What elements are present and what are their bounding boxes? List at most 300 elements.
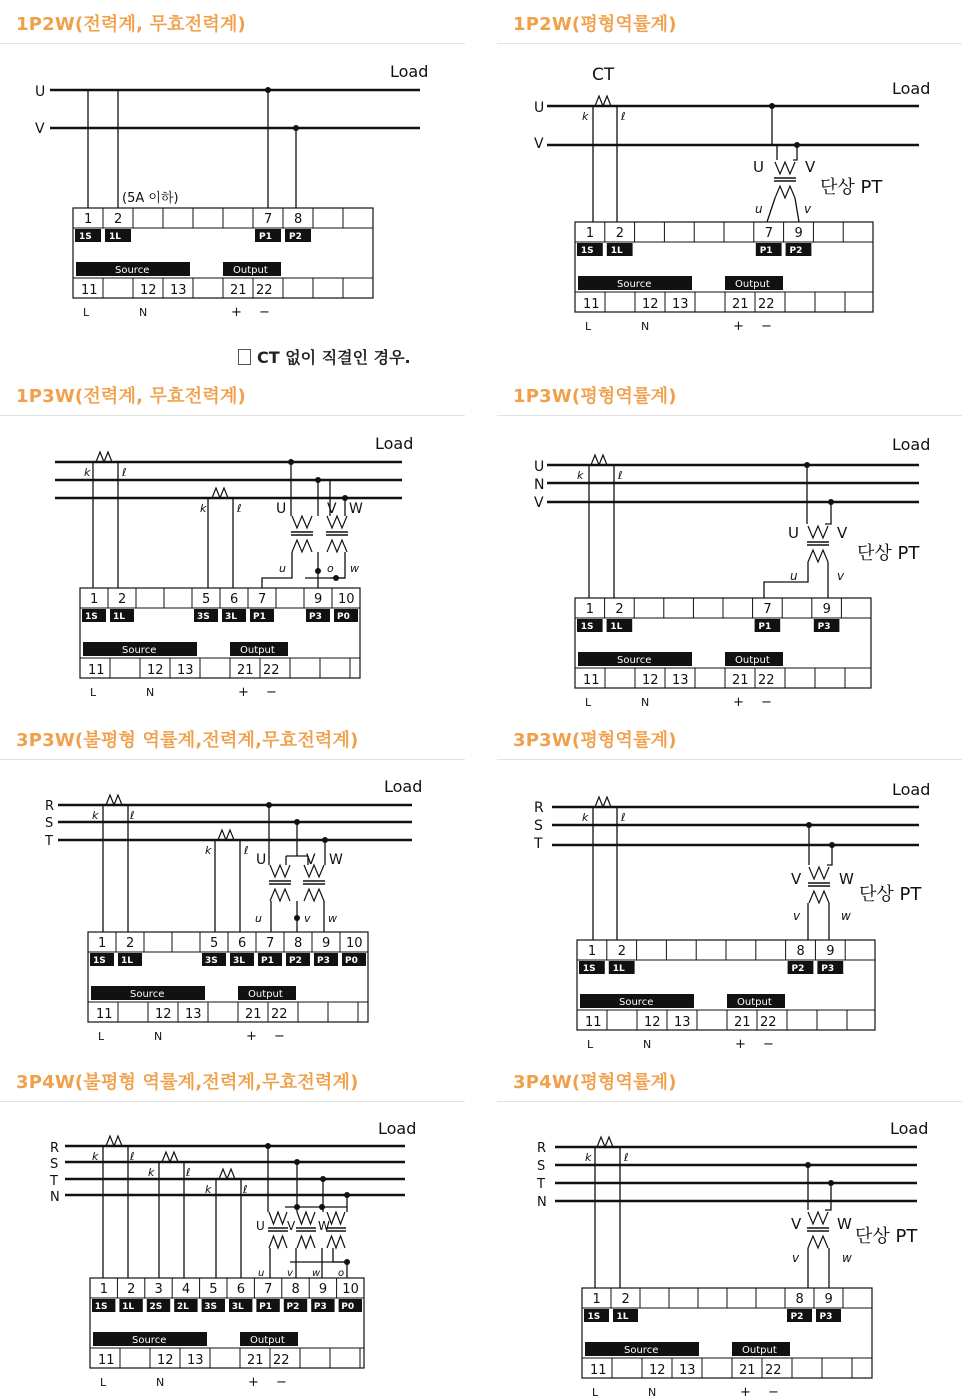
terminal-number: 7: [264, 212, 273, 227]
wire: [825, 1183, 831, 1210]
pt-secondary: [327, 540, 347, 552]
pt-terminal: v: [804, 202, 812, 216]
bottom-label: N: [641, 320, 650, 333]
wire: [767, 198, 775, 222]
wire: [772, 106, 777, 160]
ct-l-label: ℓ: [621, 811, 626, 824]
line-label: S: [45, 816, 54, 831]
bottom-terminal: 11: [583, 297, 600, 312]
load-label: Load: [892, 780, 931, 799]
line-label: T: [50, 1174, 58, 1189]
load-label: Load: [390, 62, 429, 81]
pt-terminal: w: [842, 1251, 852, 1265]
bottom-terminal: 13: [170, 283, 187, 298]
terminal-tag-label: 3S: [204, 1302, 218, 1312]
terminal-number: 8: [795, 1292, 804, 1307]
bottom-label: N: [641, 696, 650, 709]
pt-terminal: V: [791, 1215, 802, 1233]
bottom-terminal: 12: [642, 297, 659, 312]
bottom-label: +: [231, 305, 242, 320]
pt-primary: [808, 1212, 828, 1224]
bottom-terminal: 11: [583, 673, 600, 688]
panel-title: 1P3W(평형역률계): [513, 386, 677, 407]
line-label: S: [537, 1159, 546, 1174]
bottom-terminal: 21: [734, 1015, 751, 1030]
bottom-terminal: 11: [96, 1007, 113, 1022]
pt-terminal: u: [790, 569, 798, 583]
bottom-terminal: 11: [590, 1363, 607, 1378]
pt-secondary: [270, 889, 290, 901]
terminal-number: 8: [294, 936, 303, 951]
terminal-tag-label: 2S: [149, 1302, 163, 1312]
bottom-label: −: [761, 319, 772, 334]
load-label: Load: [890, 1119, 929, 1138]
terminal-tag-label: 1S: [580, 246, 594, 256]
line-label: U: [35, 84, 46, 100]
terminal-number: 3: [154, 1282, 163, 1297]
bottom-terminal: 13: [187, 1353, 204, 1368]
ct-l-label: ℓ: [122, 466, 127, 479]
ct-l-label: ℓ: [243, 1183, 248, 1196]
terminal-tag-label: 1L: [610, 246, 623, 256]
terminal-tag-label: P3: [313, 1302, 327, 1312]
terminal-number: 1: [99, 1282, 108, 1297]
ct-k-label: k: [92, 809, 99, 822]
pt-terminal: V: [791, 870, 802, 888]
line-label: R: [50, 1141, 60, 1156]
terminal-tag-label: 1S: [587, 1312, 601, 1322]
ct-l-label: ℓ: [237, 502, 242, 515]
pt-terminal: w: [350, 562, 359, 575]
pt-terminal: w: [841, 909, 851, 923]
terminal-number: 10: [346, 936, 363, 951]
terminal-tag-label: P0: [341, 1302, 355, 1312]
pt-primary: [327, 516, 347, 528]
line-label: S: [50, 1157, 59, 1172]
output-label: Output: [735, 655, 770, 666]
terminal-number: 1: [90, 592, 99, 607]
pt-terminal: o: [338, 1268, 345, 1279]
pt-terminal: U: [753, 158, 764, 176]
pt-label: 단상 PT: [855, 1226, 918, 1247]
ct-k-label: k: [582, 811, 589, 824]
terminal-number: 7: [258, 592, 267, 607]
ct-coil: [591, 455, 607, 465]
terminal-tag-label: 1S: [580, 622, 594, 632]
terminal-tag-label: P3: [819, 1312, 833, 1322]
pt-primary: [775, 162, 795, 174]
bottom-terminal: 21: [732, 673, 749, 688]
pt-terminal: v: [287, 1268, 293, 1279]
wire: [795, 198, 799, 222]
ct-k-label: k: [84, 466, 91, 479]
terminal-number: 9: [314, 592, 323, 607]
ct-coil: [106, 795, 122, 805]
bottom-terminal: 22: [758, 673, 775, 688]
terminal-tag-label: P2: [289, 956, 302, 966]
terminal-number: 2: [617, 944, 626, 959]
bottom-label: +: [740, 1385, 751, 1400]
pt-terminal: W: [839, 870, 854, 888]
pt-terminal: o: [327, 562, 334, 575]
terminal-number: 2: [615, 226, 624, 241]
bottom-label: −: [259, 305, 270, 320]
source-label: Source: [617, 655, 652, 666]
terminal-tag-label: P1: [259, 232, 272, 242]
bottom-label: L: [585, 696, 592, 709]
pt-primary: [297, 1212, 315, 1224]
pt-terminal: u: [255, 912, 262, 925]
panel-title: 1P3W(전력계, 무효전력계): [16, 386, 246, 407]
terminal-number: 10: [342, 1282, 359, 1297]
bottom-label: N: [146, 686, 155, 699]
ct-l-label: ℓ: [186, 1166, 191, 1179]
terminal-tag-label: 3S: [205, 956, 218, 966]
pt-secondary: [809, 891, 829, 903]
bottom-label: +: [248, 1375, 259, 1390]
terminal-tag-label: 1L: [616, 1312, 629, 1322]
ct-coil: [595, 96, 611, 106]
terminal-tag-label: P1: [259, 1302, 272, 1312]
ct-k-label: k: [148, 1166, 155, 1179]
pt-label: 단상 PT: [857, 543, 920, 564]
pt-terminal: V: [837, 524, 848, 542]
bottom-terminal: 12: [649, 1363, 666, 1378]
terminal-number: 4: [181, 1282, 191, 1297]
ct-coil: [106, 1136, 122, 1146]
bottom-terminal: 12: [140, 283, 157, 298]
source-label: Source: [115, 265, 150, 276]
bottom-terminal: 22: [765, 1363, 782, 1378]
line-label: V: [534, 495, 544, 511]
pt-terminal: V: [805, 158, 816, 176]
source-label: Source: [624, 1345, 659, 1356]
terminal-number: 7: [763, 602, 772, 617]
output-label: Output: [248, 989, 283, 1000]
terminal-number: 2: [118, 592, 127, 607]
ct-k-label: k: [205, 844, 212, 857]
terminal-tag-label: P1: [261, 956, 274, 966]
terminal-tag-label: P0: [337, 612, 350, 622]
terminal-number: 2: [621, 1292, 630, 1307]
terminal-number: 1: [585, 602, 595, 617]
pt-terminal: u: [755, 202, 763, 216]
output-label: Output: [735, 279, 770, 290]
bottom-label: −: [768, 1385, 779, 1400]
bottom-label: +: [733, 695, 744, 710]
pt-terminal: W: [837, 1215, 852, 1233]
terminal-number: 2: [127, 1282, 136, 1297]
bottom-terminal: 22: [263, 663, 280, 678]
terminal-tag-label: 3L: [233, 956, 245, 966]
panel-title: 3P3W(평형역률계): [513, 730, 677, 751]
ct-coil: [218, 830, 234, 840]
pt-secondary: [292, 540, 312, 552]
bottom-label: −: [266, 685, 277, 700]
bottom-terminal: 22: [758, 297, 775, 312]
pt-secondary: [297, 1236, 315, 1248]
junction-dot: [319, 1204, 325, 1210]
ct-k-label: k: [577, 469, 584, 482]
ct-l-label: ℓ: [244, 844, 249, 857]
bottom-label: N: [648, 1386, 657, 1399]
load-label: Load: [378, 1119, 417, 1138]
terminal-number: 9: [824, 1292, 833, 1307]
terminal-tag-label: P3: [821, 964, 835, 974]
pt-terminal: U: [256, 1219, 265, 1233]
output-label: Output: [737, 997, 772, 1008]
panel-title: 1P2W(전력계, 무효전력계): [16, 14, 246, 35]
terminal-number: 7: [764, 226, 773, 241]
terminal-number: 9: [822, 602, 831, 617]
source-label: Source: [617, 279, 652, 290]
wire: [827, 845, 832, 865]
terminal-tag-label: P1: [759, 246, 773, 256]
bottom-label: L: [83, 306, 90, 319]
line-label: U: [534, 459, 545, 475]
terminal-tag-label: P3: [309, 612, 322, 622]
panel-title: 3P3W(불평형 역률계,전력계,무효전력계): [16, 730, 359, 751]
bottom-terminal: 13: [672, 297, 689, 312]
panel-title: 3P4W(평형역률계): [513, 1072, 677, 1093]
pt-secondary: [808, 550, 828, 562]
pt-primary: [809, 867, 829, 879]
terminal-tag-label: 1L: [121, 956, 133, 966]
terminal-tag-label: P2: [286, 1302, 300, 1312]
bottom-label: N: [156, 1376, 165, 1389]
line-label: R: [537, 1141, 547, 1156]
terminal-number: 1: [587, 944, 597, 959]
terminal-number: 2: [126, 936, 135, 951]
pt-secondary: [304, 889, 324, 901]
bottom-terminal: 22: [256, 283, 273, 298]
line-label: N: [50, 1190, 60, 1205]
bottom-terminal: 12: [147, 663, 164, 678]
pt-label: 단상 PT: [859, 884, 922, 905]
terminal-tag-label: 1S: [94, 1302, 108, 1312]
bottom-terminal: 21: [245, 1007, 262, 1022]
bottom-label: N: [139, 306, 148, 319]
junction-dot: [294, 915, 300, 921]
bottom-terminal: 22: [760, 1015, 777, 1030]
bottom-terminal: 11: [585, 1015, 602, 1030]
ct-l-label: ℓ: [621, 110, 626, 123]
terminal-tag-label: 1S: [79, 232, 92, 242]
bottom-terminal: 11: [88, 663, 105, 678]
bottom-terminal: 13: [672, 673, 689, 688]
pt-terminal: v: [304, 912, 311, 925]
ct-l-label: ℓ: [618, 469, 623, 482]
output-label: Output: [233, 265, 268, 276]
terminal-tag-label: P0: [345, 956, 358, 966]
terminal-tag-label: 1L: [109, 232, 121, 242]
pt-terminal: u: [279, 562, 286, 575]
bottom-label: +: [735, 1037, 746, 1052]
bottom-terminal: 12: [155, 1007, 172, 1022]
terminal-number: 9: [826, 944, 835, 959]
pt-primary: [269, 1212, 287, 1224]
terminal-number: 2: [114, 212, 123, 227]
bottom-terminal: 22: [271, 1007, 288, 1022]
terminal-number: 7: [266, 936, 275, 951]
bottom-terminal: 21: [732, 297, 749, 312]
line-label: R: [534, 800, 544, 816]
pt-primary: [808, 526, 828, 538]
load-label: Load: [375, 434, 414, 453]
ct-k-label: k: [200, 502, 207, 515]
terminal-tag-label: P3: [317, 956, 330, 966]
source-label: Source: [132, 1335, 167, 1346]
terminal-number: 8: [796, 944, 805, 959]
wire: [793, 145, 797, 160]
terminal-number: 8: [294, 212, 303, 227]
terminal-number: 6: [230, 592, 239, 607]
bottom-terminal: 21: [247, 1353, 264, 1368]
terminal-tag-label: 1L: [122, 1302, 135, 1312]
terminal-tag-label: P1: [758, 622, 772, 632]
wire: [262, 552, 292, 588]
bottom-label: L: [587, 1038, 594, 1051]
output-label: Output: [250, 1335, 285, 1346]
terminal-number: 1: [585, 226, 595, 241]
bottom-label: −: [763, 1037, 774, 1052]
pt-terminal: W: [349, 501, 363, 517]
bottom-terminal: 13: [674, 1015, 691, 1030]
pt-terminal: W: [318, 1219, 330, 1233]
terminal-number: 5: [209, 1282, 218, 1297]
wire: [825, 502, 831, 524]
terminal-number: 7: [264, 1282, 273, 1297]
ct-l-label: ℓ: [130, 809, 135, 822]
pt-secondary: [327, 1236, 345, 1248]
terminal-number: 1: [592, 1292, 601, 1307]
bottom-label: N: [154, 1030, 163, 1043]
pt-terminal: w: [328, 912, 337, 925]
line-label: T: [534, 836, 543, 852]
bottom-terminal: 12: [157, 1353, 174, 1368]
pt-terminal: v: [792, 1251, 800, 1265]
terminal-tag-label: P2: [791, 964, 805, 974]
ct-coil: [162, 1152, 178, 1162]
line-label: N: [534, 477, 545, 493]
terminal-tag-label: 3S: [197, 612, 210, 622]
pt-terminal: v: [837, 569, 845, 583]
pt-terminal: V: [327, 501, 337, 517]
ct-k-label: k: [205, 1183, 212, 1196]
pt-secondary: [775, 186, 795, 198]
bottom-terminal: 13: [679, 1363, 696, 1378]
line-label: V: [534, 136, 544, 152]
ct-k-label: k: [582, 110, 589, 123]
source-label: Source: [122, 645, 157, 656]
pt-primary: [270, 865, 290, 877]
terminal-tag-label: P3: [817, 622, 831, 632]
terminal-tag-label: 1S: [93, 956, 106, 966]
panel-title: 3P4W(불평형 역률계,전력계,무효전력계): [16, 1072, 359, 1093]
terminal-number: 9: [794, 226, 803, 241]
ct-coil: [219, 1169, 235, 1179]
terminal-tag-label: 3L: [231, 1302, 244, 1312]
terminal-number: 1: [84, 212, 93, 227]
bottom-label: L: [100, 1376, 107, 1389]
pt-terminal: w: [312, 1268, 321, 1279]
terminal-tag-label: P2: [289, 232, 302, 242]
bottom-label: −: [761, 695, 772, 710]
line-label: S: [534, 818, 543, 834]
ct-coil: [96, 452, 112, 462]
ct-label: CT: [592, 65, 615, 85]
terminal-tag-label: P1: [253, 612, 266, 622]
terminal-tag-label: P2: [790, 1312, 804, 1322]
terminal-tag-label: 3L: [225, 612, 237, 622]
terminal-tag-label: P2: [789, 246, 803, 256]
bottom-label: N: [643, 1038, 652, 1051]
terminal-tag-label: 1L: [113, 612, 125, 622]
bottom-terminal: 21: [237, 663, 254, 678]
pt-terminal: v: [793, 909, 801, 923]
terminal-number: 2: [615, 602, 624, 617]
ct-k-label: k: [585, 1151, 592, 1164]
terminal-number: 9: [322, 936, 331, 951]
terminal-number: 10: [338, 592, 355, 607]
ct-coil: [595, 797, 611, 807]
terminal-tag-label: 1L: [610, 622, 623, 632]
wire: [764, 562, 808, 598]
bottom-terminal: 11: [98, 1353, 115, 1368]
load-label: Load: [384, 777, 423, 796]
bottom-terminal: 13: [177, 663, 194, 678]
bottom-terminal: 21: [739, 1363, 756, 1378]
terminal-number: 8: [291, 1282, 300, 1297]
bottom-terminal: 11: [81, 283, 98, 298]
output-label: Output: [240, 645, 275, 656]
pt-terminal: V: [306, 852, 316, 868]
terminal-number: 6: [236, 1282, 245, 1297]
bottom-label: L: [98, 1030, 105, 1043]
terminal-number: 6: [238, 936, 247, 951]
footnote-text: CT 없이 직결인 경우.: [257, 348, 411, 367]
wire: [78, 90, 88, 208]
ct-l-label: ℓ: [130, 1150, 135, 1163]
bottom-label: L: [592, 1386, 599, 1399]
pt-terminal: V: [287, 1219, 296, 1233]
terminal-tag-label: 1S: [582, 964, 596, 974]
bottom-terminal: 22: [273, 1353, 290, 1368]
bottom-terminal: 12: [642, 673, 659, 688]
bottom-label: L: [90, 686, 97, 699]
current-note: (5A 이하): [122, 191, 179, 206]
bottom-label: −: [276, 1375, 287, 1390]
pt-secondary: [808, 1236, 828, 1248]
bottom-label: +: [238, 685, 249, 700]
bottom-terminal: 21: [230, 283, 247, 298]
line-label: V: [35, 121, 45, 137]
pt-terminal: U: [788, 524, 799, 542]
pt-terminal: U: [256, 852, 267, 868]
pt-secondary: [269, 1236, 287, 1248]
ct-coil: [212, 488, 228, 498]
source-label: Source: [130, 989, 165, 1000]
pt-terminal: W: [329, 852, 343, 868]
pt-terminal: U: [276, 501, 287, 517]
source-label: Source: [619, 997, 654, 1008]
ct-k-label: k: [92, 1150, 99, 1163]
terminal-tag-label: 1S: [85, 612, 98, 622]
ct-coil: [597, 1137, 613, 1147]
pt-primary: [292, 516, 312, 528]
terminal-number: 1: [98, 936, 107, 951]
line-label: T: [45, 834, 53, 849]
